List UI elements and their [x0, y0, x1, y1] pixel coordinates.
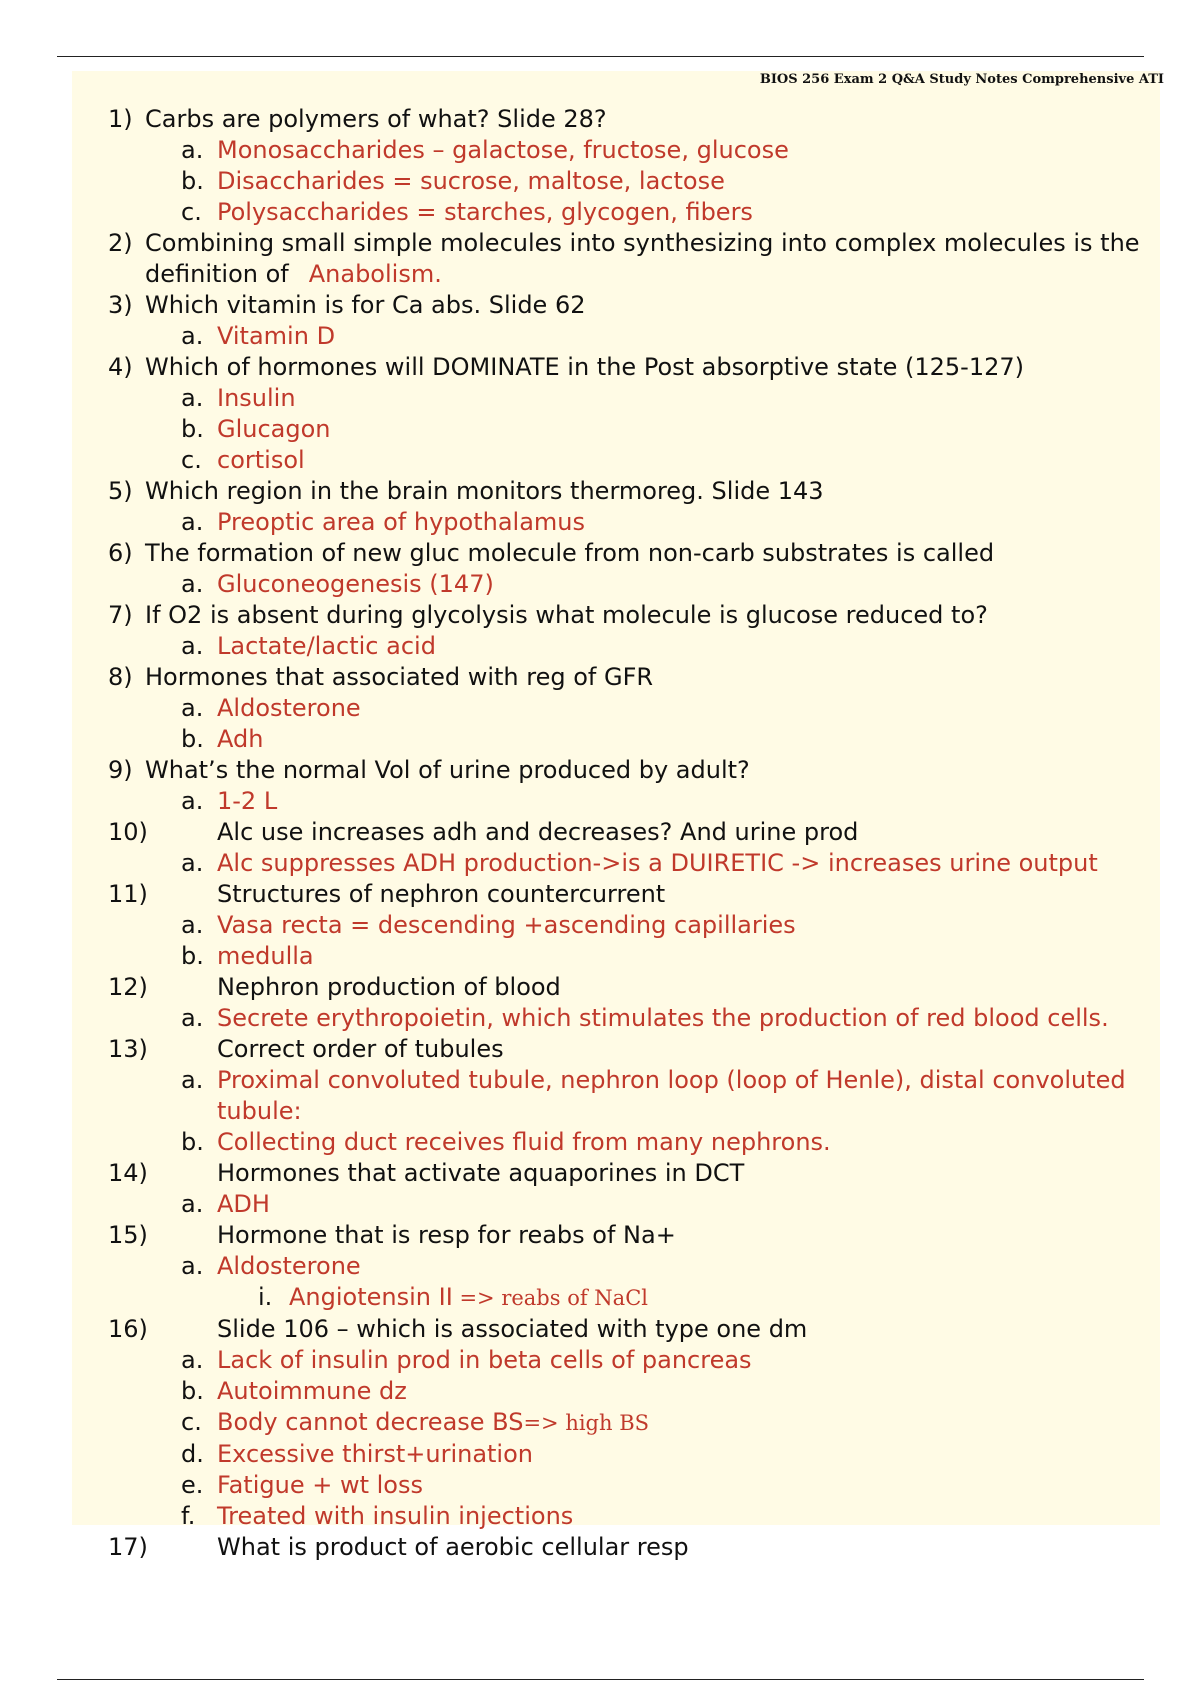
answer-text: Gluconeogenesis (147): [217, 570, 494, 598]
answer-text: Treated with insulin injections: [217, 1502, 574, 1530]
question-text: Nephron production of blood: [217, 973, 561, 1001]
question-text: What is product of aerobic cellular resp: [217, 1533, 689, 1561]
question-text: If O2 is absent during glycolysis what molecule is glucose reduced to?: [145, 601, 988, 629]
answer-marker: d.: [181, 1440, 204, 1468]
question-text: Correct order of tubules: [217, 1035, 504, 1063]
answer-marker: c.: [181, 446, 202, 474]
answer-tail: => high BS: [523, 1411, 650, 1435]
question-text: Slide 106 – which is associated with type one dm: [217, 1315, 808, 1343]
sub-answer-text: Angiotensin II: [289, 1283, 453, 1311]
answer-row: [0, 197, 1137, 228]
answer-text: Glucagon: [217, 415, 331, 443]
question-number: 10): [108, 818, 148, 846]
question-list: [0, 104, 1200, 1563]
question-row: [0, 755, 1140, 786]
answer-text: Body cannot decrease BS: [217, 1408, 524, 1436]
answer-row: [0, 1251, 1137, 1282]
answer-marker: a.: [181, 508, 204, 536]
answer-row: [0, 1470, 1137, 1501]
answer-text: Secrete erythropoietin, which stimulates the production of red blood cells.: [217, 1004, 1109, 1032]
answer-text: cortisol: [217, 446, 305, 474]
answer-text: Vasa recta = descending +ascending capillaries: [217, 911, 796, 939]
question-row: [0, 1314, 1137, 1345]
answer-text: Alc suppresses ADH production->is a DUIRETIC -> increases urine output: [217, 849, 1098, 877]
question-text: Which vitamin is for Ca abs. Slide 62: [145, 291, 586, 319]
inline-answer: Anabolism.: [308, 260, 442, 288]
question-number: 7): [108, 601, 133, 629]
answer-text: medulla: [217, 942, 314, 970]
question-row: [0, 662, 1140, 693]
question-text: Combining small simple molecules into synthesizing into complex molecules is the definition of: [145, 229, 1140, 288]
answer-marker: a.: [181, 322, 204, 350]
question-number: 9): [108, 756, 133, 784]
question-text: Hormones that associated with reg of GFR: [145, 663, 654, 691]
answer-marker: b.: [181, 167, 204, 195]
question-number: 11): [108, 880, 148, 908]
question-number: 4): [108, 353, 133, 381]
question-row: [0, 972, 1137, 1003]
answer-text: Preoptic area of hypothalamus: [217, 508, 586, 536]
question-text: Hormone that is resp for reabs of Na+: [217, 1221, 676, 1249]
answer-marker: a.: [181, 570, 204, 598]
question-text: Structures of nephron countercurrent: [217, 880, 666, 908]
question-row: [0, 817, 1137, 848]
answer-marker: a.: [181, 1346, 204, 1374]
answer-row: [0, 693, 1137, 724]
answer-row: [0, 1065, 1137, 1127]
answer-row: [0, 135, 1137, 166]
answer-text: Insulin: [217, 384, 296, 412]
question-row: [0, 600, 1140, 631]
question-row: [0, 1532, 1137, 1563]
question-number: 8): [108, 663, 133, 691]
answer-marker: b.: [181, 1377, 204, 1405]
answer-text: Aldosterone: [217, 694, 361, 722]
question-number: 1): [108, 105, 133, 133]
question-row: [0, 352, 1140, 383]
sub-answer-row: [0, 1282, 1200, 1314]
answer-text: ADH: [217, 1190, 270, 1218]
answer-text: Aldosterone: [217, 1252, 361, 1280]
answer-row: [0, 910, 1137, 941]
answer-marker: b.: [181, 415, 204, 443]
question-row: [0, 879, 1137, 910]
question-text: Which region in the brain monitors thermoreg. Slide 143: [145, 477, 824, 505]
question-row: [0, 228, 1140, 290]
answer-marker: c.: [181, 1408, 202, 1436]
answer-text: 1-2 L: [217, 787, 278, 815]
answer-text: Monosaccharides – galactose, fructose, glucose: [217, 136, 789, 164]
bottom-rule: [57, 1679, 1144, 1680]
answer-marker: b.: [181, 725, 204, 753]
question-number: 17): [108, 1533, 148, 1561]
answer-marker: b.: [181, 942, 204, 970]
answer-text: Fatigue + wt loss: [217, 1471, 423, 1499]
answer-marker: a.: [181, 849, 204, 877]
question-number: 6): [108, 539, 133, 567]
question-text: Alc use increases adh and decreases? And urine prod: [217, 818, 859, 846]
answer-marker: c.: [181, 198, 202, 226]
answer-text: Polysaccharides = starches, glycogen, fibers: [217, 198, 753, 226]
answer-row: [0, 786, 1137, 817]
question-number: 16): [108, 1315, 148, 1343]
question-number: 14): [108, 1159, 148, 1187]
answer-text: Proximal convoluted tubule, nephron loop (loop of Henle), distal convoluted tubule:: [217, 1066, 1126, 1125]
answer-text: Adh: [217, 725, 264, 753]
question-number: 5): [108, 477, 133, 505]
question-number: 3): [108, 291, 133, 319]
answer-text: Collecting duct receives fluid from many nephrons.: [217, 1128, 831, 1156]
question-text: What’s the normal Vol of urine produced by adult?: [145, 756, 750, 784]
answer-row: [0, 941, 1137, 972]
answer-row: [0, 445, 1137, 476]
answer-row: [0, 1501, 1137, 1532]
question-row: [0, 538, 1140, 569]
answer-row: [0, 166, 1137, 197]
answer-row: [0, 1345, 1137, 1376]
answer-row: [0, 1003, 1137, 1034]
question-row: [0, 290, 1140, 321]
answer-text: Disaccharides = sucrose, maltose, lactose: [217, 167, 725, 195]
answer-text: Lack of insulin prod in beta cells of pancreas: [217, 1346, 752, 1374]
answer-marker: a.: [181, 136, 204, 164]
question-text: Hormones that activate aquaporines in DCT: [217, 1159, 745, 1187]
answer-marker: a.: [181, 1066, 204, 1094]
question-number: 12): [108, 973, 148, 1001]
answer-row: [0, 507, 1137, 538]
answer-text: Vitamin D: [217, 322, 336, 350]
answer-row: [0, 383, 1137, 414]
question-text: Which of hormones will DOMINATE in the Post absorptive state (125-127): [145, 353, 1024, 381]
answer-row: [0, 848, 1137, 879]
answer-row: [0, 569, 1137, 600]
question-row: [0, 1034, 1137, 1065]
question-number: 13): [108, 1035, 148, 1063]
answer-text: Lactate/lactic acid: [217, 632, 436, 660]
answer-row: [0, 631, 1137, 662]
question-text: The formation of new gluc molecule from non-carb substrates is called: [145, 539, 995, 567]
answer-text: Autoimmune dz: [217, 1377, 407, 1405]
question-row: [0, 1220, 1137, 1251]
sub-answer-tail: => reabs of NaCl: [452, 1286, 648, 1310]
answer-row: [0, 1127, 1137, 1158]
question-row: [0, 1158, 1137, 1189]
answer-marker: a.: [181, 1004, 204, 1032]
question-number: 2): [108, 229, 133, 257]
answer-marker: a.: [181, 694, 204, 722]
question-row: [0, 104, 1140, 135]
question-number: 15): [108, 1221, 148, 1249]
answer-marker: a.: [181, 911, 204, 939]
answer-row: [0, 414, 1137, 445]
answer-marker: a.: [181, 384, 204, 412]
answer-row: [0, 1439, 1137, 1470]
answer-row: [0, 724, 1137, 755]
answer-marker: a.: [181, 1190, 204, 1218]
header-note: BIOS 256 Exam 2 Q&A Study Notes Comprehensive ATI: [759, 72, 1164, 87]
answer-marker: f.: [181, 1502, 196, 1530]
answer-row: [0, 1376, 1137, 1407]
answer-marker: a.: [181, 632, 204, 660]
answer-row: [0, 1189, 1137, 1220]
answer-marker: e.: [181, 1471, 204, 1499]
question-row: [0, 476, 1140, 507]
answer-row: [0, 321, 1137, 352]
answer-marker: b.: [181, 1128, 204, 1156]
answer-marker: a.: [181, 787, 204, 815]
question-text: Carbs are polymers of what? Slide 28?: [145, 105, 607, 133]
top-rule: [57, 56, 1144, 57]
sub-answer-marker: i.: [258, 1283, 273, 1311]
answer-marker: a.: [181, 1252, 204, 1280]
answer-text: Excessive thirst+urination: [217, 1440, 533, 1468]
answer-row: [0, 1407, 1137, 1439]
